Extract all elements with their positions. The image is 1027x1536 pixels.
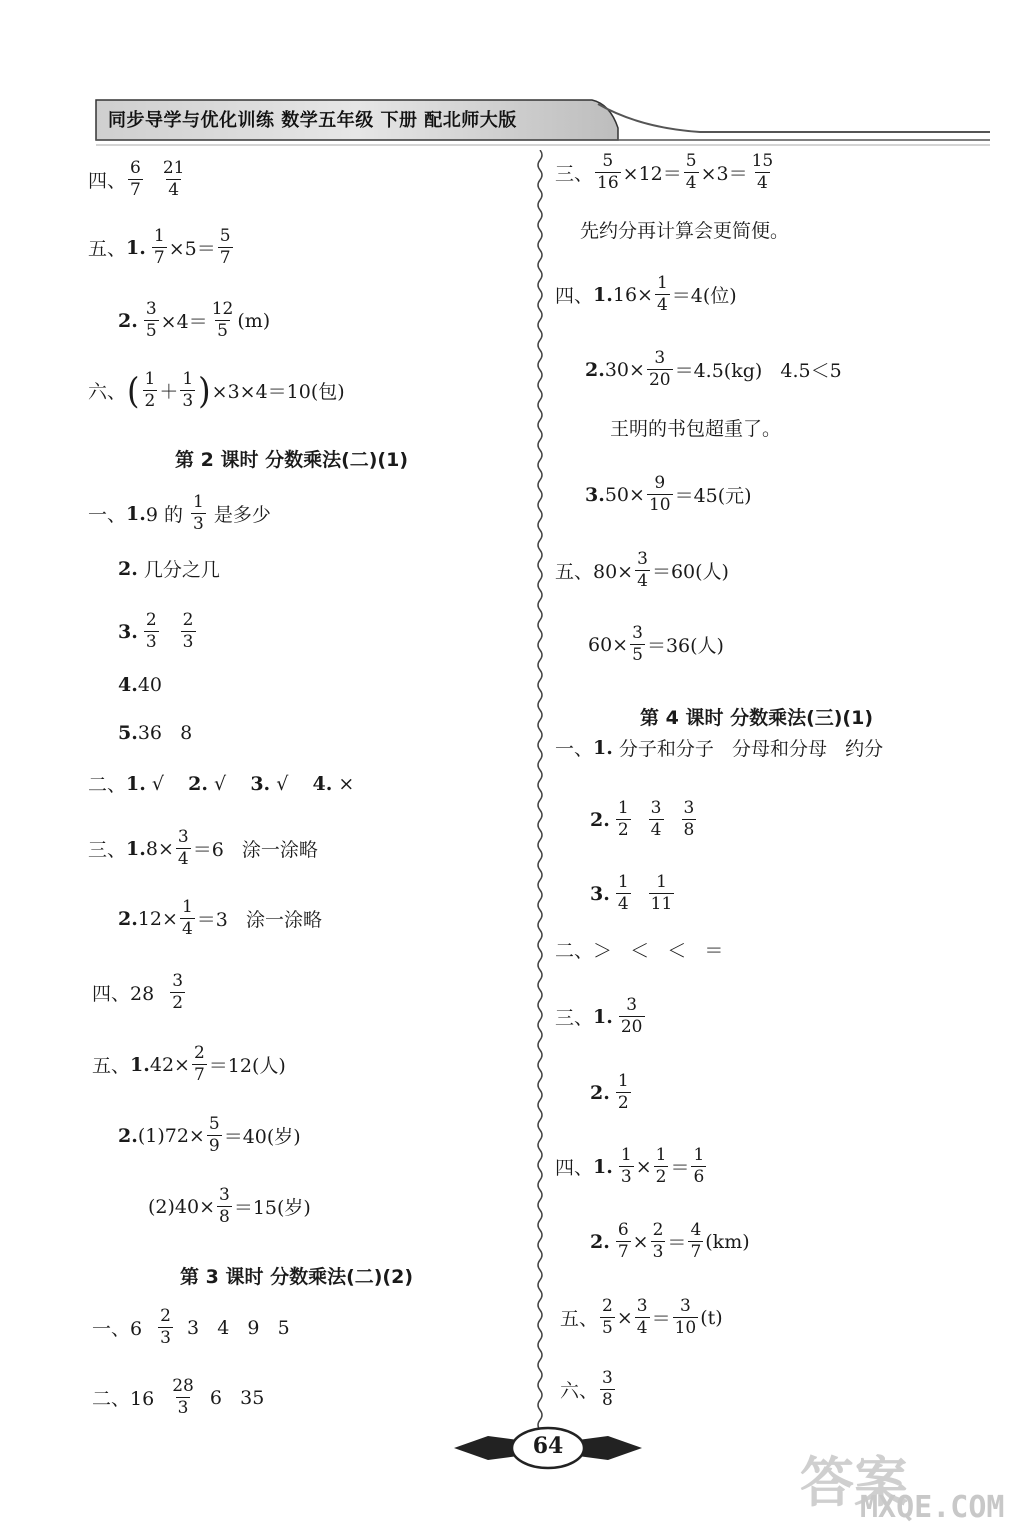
numerator: 2 [652,1220,664,1240]
item-number: 3. [585,483,605,506]
answer-line [560,1370,617,1409]
answer-line [118,555,220,582]
denominator: 3 [160,1328,171,1348]
item-number: 2. [590,1081,610,1104]
answer-text: √ [208,772,251,795]
header-banner [0,0,1027,170]
numerator: 3 [683,798,695,818]
fraction [655,275,670,314]
answer-line [590,1073,633,1112]
denominator: 10 [648,495,671,515]
item-number: 1. [593,736,613,759]
denominator: 7 [193,1065,205,1085]
numerator: 1 [144,369,156,389]
denominator: 20 [648,370,671,390]
answer-text: ×5＝ [168,238,216,260]
denominator: 2 [172,993,184,1013]
denominator: 3 [652,1242,664,1262]
fraction [207,1116,222,1155]
answer-line [590,874,676,913]
answer-text: (km) [705,1230,750,1253]
answer-line [555,275,737,314]
answer-line [610,414,781,441]
numerator: 3 [637,549,648,569]
answer-text: 五、 [560,1308,599,1330]
denominator: 4 [656,295,668,315]
answer-text: 一、6 [92,1318,143,1340]
numerator: 3 [680,1296,691,1316]
numerator: 6 [617,1220,629,1240]
answer-text: × [635,1155,652,1178]
numerator: 5 [219,226,231,246]
answer-text: 五、80× [555,561,634,583]
fraction [191,494,206,533]
item-number: 2. [118,557,138,580]
numerator: 1 [193,492,204,512]
fraction [218,228,233,267]
denominator: 3 [182,632,194,652]
denominator: 2 [617,820,629,840]
denominator: 4 [617,894,629,914]
fraction [688,1222,703,1261]
denominator: 10 [674,1318,697,1338]
fraction [635,1298,650,1337]
denominator: 4 [685,173,697,193]
answer-line [555,936,723,963]
answer-text: ×4＝ [160,311,208,333]
answer-text: × [616,1306,633,1329]
answer-text: 3 4 9 5 [174,1316,290,1339]
denominator: 7 [617,1242,629,1262]
fraction [649,800,664,839]
numerator: 1 [181,897,193,917]
answer-text: 36 8 [137,722,193,744]
answer-line [92,1378,264,1417]
answer-line [88,494,271,533]
answer-line [118,674,162,696]
item-number: 2. [585,358,605,381]
answer-text: ＝12(人) [208,1055,286,1077]
page-number: 64 [532,1433,564,1459]
denominator: 7 [690,1242,702,1262]
numerator: 15 [751,151,774,171]
answer-text: ×12＝ [622,163,682,185]
denominator: 8 [683,820,695,840]
answer-text: 40 [137,674,163,696]
denominator: 4 [637,571,648,591]
answer-text: (1)72× [137,1124,205,1147]
item-number: 3. [250,772,271,795]
header-title: 同步导学与优化训练 数学五年级 下册 配北师大版 [108,110,517,131]
numerator: 3 [654,348,666,368]
numerator: 1 [620,1145,632,1165]
fraction [217,1187,232,1226]
answer-text: 三、 [555,1007,594,1029]
numerator: 5 [685,151,697,171]
answer-line [590,800,698,839]
answer-text: 先约分再计算会更简便。 [580,220,790,242]
item-number: 1. [126,837,146,860]
answer-text: 二、 [88,774,127,796]
item-number: 2. [118,907,138,930]
answer-text: √ [145,772,189,795]
numerator: 1 [617,798,629,818]
answer-text: (2)40× [148,1195,216,1218]
answer-text: 四、 [555,285,594,307]
answer-line [588,625,724,664]
fraction [616,1222,631,1261]
answer-text: ×3＝ [700,163,748,185]
denominator: 3 [145,632,157,652]
item-number: 5. [118,722,138,744]
answer-text: 二、16 [92,1388,155,1410]
answer-line [585,475,752,514]
answer-text: ＝36(人) [646,635,724,657]
denominator: 7 [130,180,141,200]
denominator: 5 [602,1318,613,1338]
answer-text: ＝45(元) [674,485,752,507]
watermark-logo: MXQE.COM [860,1490,1005,1525]
item-number: 2. [188,772,209,795]
fraction [595,153,621,192]
fraction [161,160,187,199]
denominator: 2 [617,1093,629,1113]
item-number: 1. [593,1155,613,1178]
denominator: 8 [602,1390,613,1410]
answer-line [118,899,322,938]
answer-text: ＝ [651,1308,671,1330]
fraction [630,625,645,664]
fraction [635,551,650,590]
fraction [616,800,631,839]
fraction [750,153,776,192]
numerator: 3 [636,1296,648,1316]
answer-text: 五、 [88,238,127,260]
section-title-lesson-3: 第 3 课时 分数乘法(二)(2) [180,1266,414,1288]
answer-line [148,1187,311,1226]
denominator: 4 [757,173,768,193]
fraction [616,1073,631,1112]
numerator: 4 [690,1220,702,1240]
numerator: 1 [182,369,194,389]
numerator: 3 [650,798,662,818]
answer-text: 分子和分子 分母和分母 约分 [612,738,884,760]
fraction [176,829,191,868]
numerator: 6 [130,158,141,178]
denominator: 3 [177,1398,189,1418]
answer-text: 60× [588,633,629,656]
answer-text: 六、 [88,381,127,403]
numerator: 3 [602,1368,613,1388]
answer-text: 8× [145,837,174,860]
section-title-lesson-4: 第 4 课时 分数乘法(三)(1) [640,707,874,729]
numerator: 1 [655,1145,667,1165]
answer-text: ＝ [667,1232,687,1254]
denominator: 11 [650,894,673,914]
answer-text: 一、 [555,738,594,760]
answer-text: ＝ [670,1157,690,1179]
fraction [619,1147,634,1186]
answer-line [555,551,729,590]
answer-text: 12× [137,907,178,930]
item-number: 1. [126,502,146,525]
answer-line [92,1045,286,1084]
fraction [600,1298,615,1337]
numerator: 3 [219,1185,230,1205]
answer-text: 是多少 [207,504,271,526]
answer-text: ＝4.5(kg) 4.5＜5 [674,360,842,382]
numerator: 3 [632,623,643,643]
denominator: 4 [181,919,193,939]
answer-text: × [332,772,355,795]
column-divider [530,150,550,1440]
numerator: 3 [177,827,189,847]
numerator: 1 [693,1145,705,1165]
fraction [684,153,699,192]
numerator: 1 [656,872,667,892]
item-number: 3. [118,620,138,643]
fraction [210,301,236,340]
numerator: 2 [160,1306,171,1326]
fraction [181,612,196,651]
denominator: 2 [144,391,156,411]
fraction [616,874,631,913]
item-number: 2. [118,309,138,332]
answer-text: (m) [237,309,271,332]
answer-line [118,1116,301,1155]
answer-line [555,153,777,192]
answer-text: ＋ [159,381,179,403]
denominator: 4 [650,820,662,840]
item-number: 1. [593,1005,613,1028]
answer-line [88,228,235,267]
numerator: 2 [602,1296,613,1316]
answer-text: √ [270,772,313,795]
fraction [651,1222,666,1261]
denominator: 4 [177,849,189,869]
answer-text: 二、＞ ＜ ＜ ＝ [555,940,724,962]
item-number: 4. [312,772,333,795]
fraction [170,973,185,1012]
item-number: 1. [126,772,146,795]
item-number: 3. [590,882,610,905]
fraction [654,1147,669,1186]
fraction [144,301,159,340]
denominator: 16 [597,173,619,193]
fraction [152,228,167,267]
numerator: 12 [211,299,234,319]
answer-line [92,973,187,1012]
denominator: 3 [620,1167,632,1187]
answer-text: 几分之几 [137,559,220,581]
answer-line [92,1308,290,1347]
fraction [192,1045,207,1084]
denominator: 20 [620,1017,643,1037]
fraction [691,1147,706,1186]
answer-text: ×3×4＝10(包) [211,381,345,403]
fraction [128,160,143,199]
answer-line [118,301,270,340]
answer-text: ＝4(位) [671,285,737,307]
answer-line [580,216,789,243]
answer-line [560,1298,723,1337]
answer-text: 50× [604,483,645,506]
answer-text: 六、 [560,1380,599,1402]
numerator: 21 [162,158,185,178]
denominator: 2 [655,1167,667,1187]
parenthesis: ) [198,369,211,412]
item-number: 2. [590,1230,610,1253]
answer-text: (t) [700,1306,723,1329]
fraction [619,997,645,1036]
answer-line [88,829,318,868]
numerator: 1 [617,872,629,892]
numerator: 2 [182,610,194,630]
denominator: 3 [193,514,204,534]
item-number: 4. [118,674,138,696]
answer-text: 四、 [555,1157,594,1179]
item-number: 2. [118,1124,138,1147]
answer-text: ＝3 涂一涂略 [196,909,322,931]
item-number: 1. [126,236,146,259]
answer-text: ＝6 涂一涂略 [192,839,318,861]
item-number: 1. [593,283,613,306]
numerator: 5 [208,1114,220,1134]
answer-line [555,997,647,1036]
denominator: 4 [168,180,180,200]
numerator: 2 [145,610,157,630]
fraction [647,350,673,389]
numerator: 1 [617,1071,629,1091]
item-number: 2. [590,808,610,831]
fraction [649,874,675,913]
answer-text: 16× [612,283,653,306]
fraction [144,612,159,651]
section-title-lesson-2: 第 2 课时 分数乘法(二)(1) [175,449,409,471]
answer-text: ＝40(岁) [223,1126,301,1148]
fraction [673,1298,699,1337]
numerator: 3 [172,971,184,991]
answer-text: 四、 [88,170,127,192]
answer-text: × [632,1230,649,1253]
numerator: 28 [172,1376,194,1396]
numerator: 1 [153,226,165,246]
fraction [647,475,673,514]
answer-line [88,160,188,199]
numerator: 9 [654,473,666,493]
denominator: 7 [219,248,231,268]
denominator: 8 [219,1207,230,1227]
answer-text: 三、 [88,839,127,861]
fraction [158,1308,173,1347]
fraction [180,899,195,938]
denominator: 9 [208,1136,220,1156]
answer-text: ＝15(岁) [233,1197,311,1219]
numerator: 2 [193,1043,205,1063]
answer-text: 6 35 [197,1386,265,1409]
fraction [143,371,158,410]
answer-line [118,612,198,651]
answer-text: ＝60(人) [651,561,729,583]
answer-text: 42× [149,1053,190,1076]
answer-line [590,1222,750,1261]
denominator: 5 [145,321,157,341]
denominator: 4 [636,1318,648,1338]
fraction [682,800,697,839]
numerator: 3 [626,995,638,1015]
numerator: 3 [145,299,157,319]
numerator: 5 [602,151,614,171]
answer-text: 五、 [92,1055,131,1077]
fraction [180,371,195,410]
answer-line [555,1147,708,1186]
fraction [600,1370,615,1409]
answer-text: 四、28 [92,983,155,1005]
denominator: 5 [217,321,228,341]
denominator: 3 [182,391,194,411]
denominator: 6 [693,1167,705,1187]
answer-text: 三、 [555,163,594,185]
watermark-logo: 答案 [800,1451,908,1514]
parenthesis: ( [127,369,140,412]
denominator: 7 [153,248,165,268]
answer-text: 9 的 [145,504,190,526]
answer-line [88,371,345,410]
item-number: 1. [130,1053,150,1076]
answer-text: 王明的书包超重了。 [610,418,782,440]
answer-line [118,722,192,744]
answer-line [585,350,842,389]
answer-text: 30× [604,358,645,381]
numerator: 1 [656,273,668,293]
answer-text: 一、 [88,504,127,526]
denominator: 5 [632,645,643,665]
fraction [170,1378,196,1417]
answer-line [555,734,883,761]
answer-line [88,770,354,797]
